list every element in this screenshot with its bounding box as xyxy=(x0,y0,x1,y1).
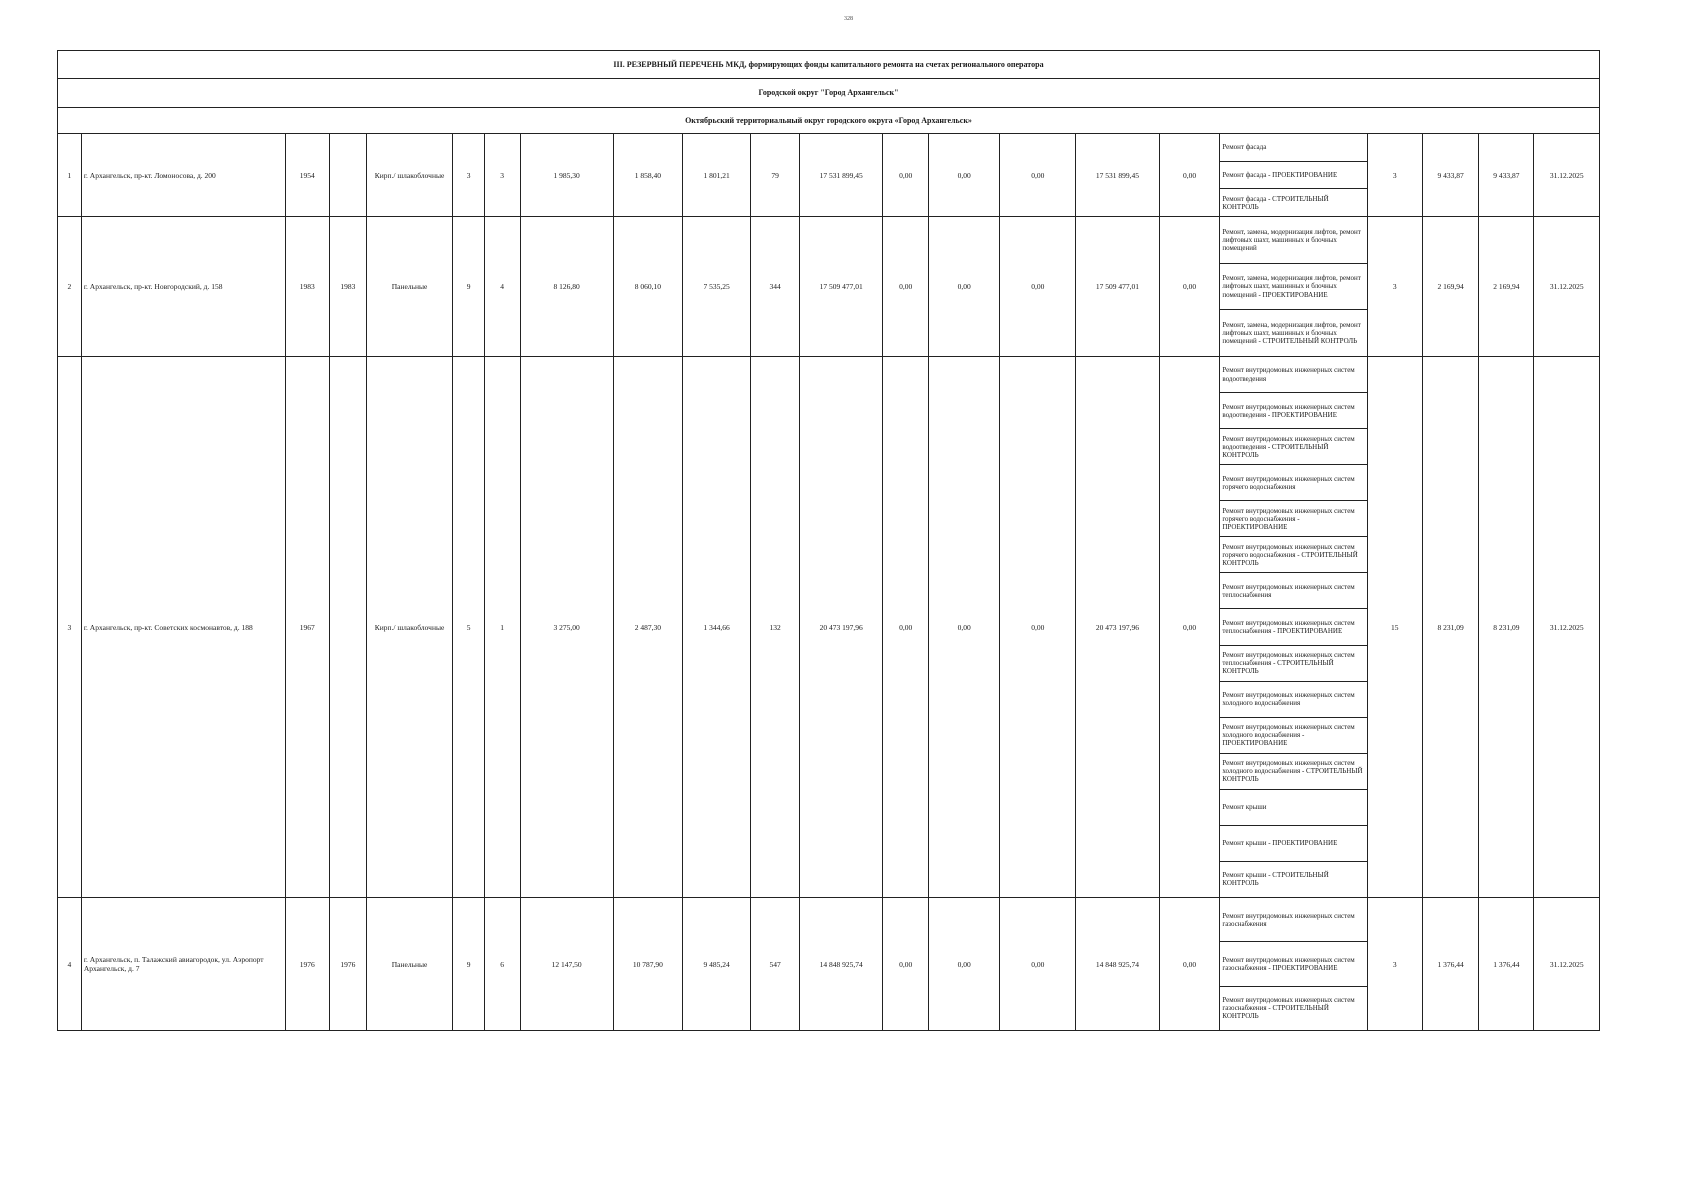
cell-deadline: 31.12.2025 xyxy=(1534,217,1600,357)
cell-floors: 3 xyxy=(453,134,484,217)
work-item: Ремонт внутридомовых инженерных систем холодного водоснабжения xyxy=(1220,682,1366,718)
cell-area-total-premises: 10 787,90 xyxy=(613,898,682,1031)
work-item: Ремонт внутридомовых инженерных систем горячего водоснабжения - СТРОИТЕЛЬНЫЙ КОНТРОЛЬ xyxy=(1220,537,1366,573)
cell-year-overhaul: 1983 xyxy=(329,217,366,357)
cell-unit-cost-limit: 8 231,09 xyxy=(1479,357,1534,898)
work-item: Ремонт внутридомовых инженерных систем газоснабжения xyxy=(1220,898,1366,942)
cell-works-count: 3 xyxy=(1367,898,1422,1031)
work-item: Ремонт крыши - ПРОЕКТИРОВАНИЕ xyxy=(1220,826,1366,862)
cell-fund-regional: 0,00 xyxy=(928,357,1000,898)
cell-area-total: 12 147,50 xyxy=(520,898,613,1031)
cell-works-count: 3 xyxy=(1367,217,1422,357)
work-item: Ремонт внутридомовых инженерных систем теплоснабжения xyxy=(1220,573,1366,609)
cell-area-total: 8 126,80 xyxy=(520,217,613,357)
cell-works xyxy=(1220,134,1367,217)
cell-year-built: 1954 xyxy=(285,134,329,217)
works-list xyxy=(1220,357,1366,897)
cell-unit-cost-limit: 2 169,94 xyxy=(1479,217,1534,357)
cell-fund-federal: 0,00 xyxy=(883,898,929,1031)
cell-works xyxy=(1220,898,1367,1031)
cell-area-total-premises: 8 060,10 xyxy=(613,217,682,357)
cell-fund-other: 0,00 xyxy=(1159,357,1220,898)
work-item: Ремонт внутридомовых инженерных систем холодного водоснабжения - СТРОИТЕЛЬНЫЙ КОНТРОЛЬ xyxy=(1220,754,1366,790)
table-row xyxy=(58,134,1600,217)
district-heading: Городской округ "Город Архангельск" xyxy=(58,79,1600,108)
cell-num: 4 xyxy=(58,898,82,1031)
work-item: Ремонт внутридомовых инженерных систем водоотведения - СТРОИТЕЛЬНЫЙ КОНТРОЛЬ xyxy=(1220,429,1366,465)
cell-address: г. Архангельск, пр-кт. Советских космонавтов, д. 188 xyxy=(81,357,285,898)
work-item: Ремонт крыши xyxy=(1220,790,1366,826)
cell-residents: 344 xyxy=(751,217,800,357)
cell-works xyxy=(1220,217,1367,357)
cell-wall-material: Панельные xyxy=(366,217,453,357)
cell-floors: 9 xyxy=(453,898,484,1031)
work-item: Ремонт внутридомовых инженерных систем горячего водоснабжения - ПРОЕКТИРОВАНИЕ xyxy=(1220,501,1366,537)
cell-fund-local: 0,00 xyxy=(1000,898,1076,1031)
cell-year-overhaul xyxy=(329,357,366,898)
cell-year-overhaul: 1976 xyxy=(329,898,366,1031)
cell-unit-cost: 1 376,44 xyxy=(1422,898,1478,1031)
cell-num: 2 xyxy=(58,217,82,357)
work-item: Ремонт, замена, модернизация лифтов, ремонт лифтовых шахт, машинных и блочных помещений - СТРОИТЕЛЬНЫЙ КОНТРОЛЬ xyxy=(1222,321,1361,346)
reserve-list-table xyxy=(57,50,1600,1031)
cell-fund-local: 0,00 xyxy=(1000,134,1076,217)
cell-num: 3 xyxy=(58,357,82,898)
cell-area-living: 7 535,25 xyxy=(683,217,751,357)
work-item: Ремонт, замена, модернизация лифтов, ремонт лифтовых шахт, машинных и блочных помещений xyxy=(1220,217,1366,264)
cell-fund-federal: 0,00 xyxy=(883,217,929,357)
subdistrict-row xyxy=(58,108,1600,134)
cell-fund-owners: 17 531 899,45 xyxy=(1076,134,1159,217)
cell-fund-local: 0,00 xyxy=(1000,357,1076,898)
cell-address: г. Архангельск, пр-кт. Ломоносова, д. 200 xyxy=(81,134,285,217)
cell-cost-total: 17 509 477,01 xyxy=(800,217,883,357)
cell-works-count: 15 xyxy=(1367,357,1422,898)
cell-fund-federal: 0,00 xyxy=(883,134,929,217)
work-item: Ремонт внутридомовых инженерных систем холодного водоснабжения - ПРОЕКТИРОВАНИЕ xyxy=(1220,718,1366,754)
cell-fund-federal: 0,00 xyxy=(883,357,929,898)
cell-area-total: 1 985,30 xyxy=(520,134,613,217)
work-item: Ремонт внутридомовых инженерных систем водоотведения - ПРОЕКТИРОВАНИЕ xyxy=(1220,393,1366,429)
cell-area-living: 9 485,24 xyxy=(683,898,751,1031)
cell-deadline: 31.12.2025 xyxy=(1534,898,1600,1031)
cell-deadline: 31.12.2025 xyxy=(1534,134,1600,217)
cell-floors: 5 xyxy=(453,357,484,898)
works-list xyxy=(1220,134,1366,216)
table-title: III. РЕЗЕРВНЫЙ ПЕРЕЧЕНЬ МКД, формирующих фонды капитального ремонта на счетах регионального оператора xyxy=(58,51,1600,79)
cell-unit-cost: 2 169,94 xyxy=(1422,217,1478,357)
work-item: Ремонт фасада - ПРОЕКТИРОВАНИЕ xyxy=(1220,162,1366,190)
cell-unit-cost: 8 231,09 xyxy=(1422,357,1478,898)
work-item: Ремонт внутридомовых инженерных систем газоснабжения - ПРОЕКТИРОВАНИЕ xyxy=(1220,942,1366,986)
subdistrict-heading: Октябрьский территориальный округ городского округа «Город Архангельск» xyxy=(58,108,1600,134)
works-list xyxy=(1220,898,1366,1030)
cell-fund-regional: 0,00 xyxy=(928,898,1000,1031)
cell-fund-regional: 0,00 xyxy=(928,217,1000,357)
cell-cost-total: 17 531 899,45 xyxy=(800,134,883,217)
cell-address: г. Архангельск, п. Талажский авиагородок, ул. Аэропорт Архангельск, д. 7 xyxy=(81,898,285,1031)
district-row xyxy=(58,79,1600,108)
work-item: Ремонт внутридомовых инженерных систем теплоснабжения - ПРОЕКТИРОВАНИЕ xyxy=(1220,609,1366,645)
cell-unit-cost: 9 433,87 xyxy=(1422,134,1478,217)
cell-address: г. Архангельск, пр-кт. Новгородский, д. 158 xyxy=(81,217,285,357)
cell-fund-local: 0,00 xyxy=(1000,217,1076,357)
cell-residents: 79 xyxy=(751,134,800,217)
cell-fund-owners: 17 509 477,01 xyxy=(1076,217,1159,357)
cell-year-built: 1976 xyxy=(285,898,329,1031)
table-row xyxy=(58,217,1600,357)
cell-area-living: 1 801,21 xyxy=(683,134,751,217)
cell-num: 1 xyxy=(58,134,82,217)
cell-floors: 9 xyxy=(453,217,484,357)
work-item: Ремонт внутридомовых инженерных систем газоснабжения - СТРОИТЕЛЬНЫЙ КОНТРОЛЬ xyxy=(1222,996,1355,1021)
cell-works xyxy=(1220,357,1367,898)
works-list xyxy=(1220,217,1366,356)
cell-cost-total: 14 848 925,74 xyxy=(800,898,883,1031)
work-item: Ремонт фасада xyxy=(1220,134,1366,162)
cell-fund-other: 0,00 xyxy=(1159,217,1220,357)
cell-cost-total: 20 473 197,96 xyxy=(800,357,883,898)
work-item: Ремонт крыши - СТРОИТЕЛЬНЫЙ КОНТРОЛЬ xyxy=(1222,871,1329,888)
cell-fund-regional: 0,00 xyxy=(928,134,1000,217)
work-item: Ремонт внутридомовых инженерных систем горячего водоснабжения xyxy=(1220,465,1366,501)
cell-entrances: 3 xyxy=(484,134,520,217)
cell-year-built: 1967 xyxy=(285,357,329,898)
table-row xyxy=(58,898,1600,1031)
cell-area-total: 3 275,00 xyxy=(520,357,613,898)
cell-year-built: 1983 xyxy=(285,217,329,357)
cell-year-overhaul xyxy=(329,134,366,217)
cell-fund-other: 0,00 xyxy=(1159,898,1220,1031)
cell-wall-material: Панельные xyxy=(366,898,453,1031)
cell-residents: 132 xyxy=(751,357,800,898)
cell-deadline: 31.12.2025 xyxy=(1534,357,1600,898)
cell-area-total-premises: 2 487,30 xyxy=(613,357,682,898)
work-item: Ремонт внутридомовых инженерных систем теплоснабжения - СТРОИТЕЛЬНЫЙ КОНТРОЛЬ xyxy=(1220,646,1366,682)
cell-entrances: 4 xyxy=(484,217,520,357)
cell-unit-cost-limit: 9 433,87 xyxy=(1479,134,1534,217)
work-item: Ремонт, замена, модернизация лифтов, ремонт лифтовых шахт, машинных и блочных помещений - ПРОЕКТИРОВАНИЕ xyxy=(1220,264,1366,311)
cell-unit-cost-limit: 1 376,44 xyxy=(1479,898,1534,1031)
cell-area-living: 1 344,66 xyxy=(683,357,751,898)
cell-works-count: 3 xyxy=(1367,134,1422,217)
cell-fund-other: 0,00 xyxy=(1159,134,1220,217)
cell-wall-material: Кирп./ шлакоблочные xyxy=(366,134,453,217)
work-item: Ремонт внутридомовых инженерных систем водоотведения xyxy=(1220,357,1366,393)
cell-entrances: 6 xyxy=(484,898,520,1031)
page-number: 328 xyxy=(844,16,853,22)
cell-entrances: 1 xyxy=(484,357,520,898)
cell-wall-material: Кирп./ шлакоблочные xyxy=(366,357,453,898)
cell-residents: 547 xyxy=(751,898,800,1031)
table-row xyxy=(58,357,1600,898)
work-item: Ремонт фасада - СТРОИТЕЛЬНЫЙ КОНТРОЛЬ xyxy=(1222,194,1329,211)
title-row xyxy=(58,51,1600,79)
cell-fund-owners: 20 473 197,96 xyxy=(1076,357,1159,898)
cell-fund-owners: 14 848 925,74 xyxy=(1076,898,1159,1031)
cell-area-total-premises: 1 858,40 xyxy=(613,134,682,217)
